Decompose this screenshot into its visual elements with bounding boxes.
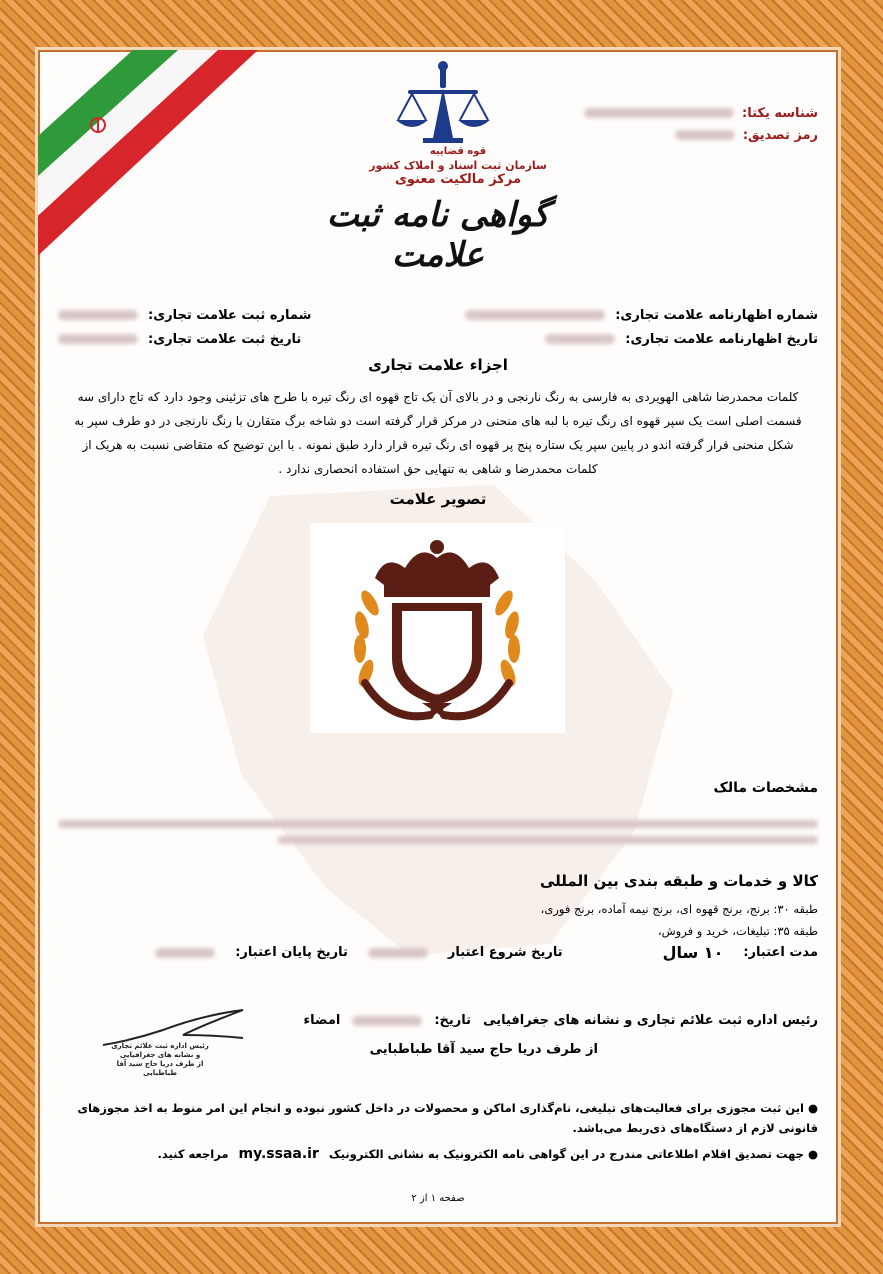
components-title: اجزاء علامت تجاری — [368, 356, 508, 374]
start-date-redacted — [368, 948, 428, 958]
certificate-title: گواهی نامه ثبت علامت — [326, 195, 550, 275]
registration-no-label: شماره ثبت علامت تجاری: — [148, 307, 312, 323]
sign-date-label: تاریخ: — [434, 1013, 472, 1028]
class-30: طبقه ۳۰: برنج، برنج قهوه ای، برنج نیمه آماده، برنج فوری، — [540, 902, 818, 916]
org-line-3: مرکز مالکیت معنوی — [394, 172, 522, 187]
declaration-date-redacted — [545, 334, 615, 344]
note-2-text: جهت تصدیق اقلام اطلاعاتی مندرج در این گواهی نامه الکترونیک به نشانی الکترونیک — [328, 1147, 804, 1161]
image-section-title: تصویر علامت — [389, 490, 487, 508]
validity-value: ۱۰ سال — [662, 943, 724, 962]
org-line-1: قوه قضاییه — [429, 146, 487, 157]
unique-id-value-redacted — [584, 108, 734, 118]
owner-details-redacted — [58, 820, 818, 844]
scales-of-justice-icon — [388, 58, 498, 148]
registration-no-redacted — [58, 310, 138, 320]
note-1 — [48, 1098, 818, 1138]
verify-code-label: رمز تصدیق: — [742, 127, 818, 143]
declaration-date-label: تاریخ اظهارنامه علامت تجاری: — [625, 331, 818, 347]
goods-title: کالا و خدمات و طبقه بندی بین المللی — [539, 872, 818, 890]
head-title: رئیس اداره ثبت علائم تجاری و نشانه های جغرافیایی — [483, 1013, 818, 1028]
goods-classes — [58, 898, 818, 942]
end-date-redacted — [155, 948, 215, 958]
verify-code-value-redacted — [675, 130, 735, 140]
notes — [48, 1098, 818, 1170]
org-line-2: سازمان ثبت اسناد و املاک کشور — [369, 159, 547, 172]
validity-label: مدت اعتبار: — [743, 945, 818, 960]
registration-date-label: تاریخ ثبت علامت تجاری: — [148, 331, 302, 347]
class-35: طبقه ۳۵: تبلیغات، خرید و فروش، — [657, 924, 818, 938]
stamp-line-2: و نشانه های جغرافیایی — [119, 1051, 201, 1059]
stamp-line-1: رئیس اداره ثبت علائم تجاری — [111, 1042, 209, 1050]
components-description: کلمات محمدرضا شاهی الهویردی به فارسی به رنگ نارنجی و در بالای آن یک تاج قهوه ای رنگ تیره با طرح های تزئینی وجود دارد که تاج دارای سه قسمت اصلی است یک سپر قهوه ای رنگ تیره با لبه های منحنی در مرکز قرار گرفته است دو شاخه برگ متقارن با رنگ نارنجی در دو طرف سپر به شکل منحنی قرار گرفته اندو در پایین سپر یک ستاره پنج پر قهوه ای رنگ تیره قرار دارد طبق نمونه . با این توضیح که متقاضی نسبت به هریک از کلمات محمدرضا و شاهی به تنهایی حق استفاده انحصاری ندارد . — [74, 390, 802, 476]
page-number: صفحه ۱ از ۲ — [411, 1193, 465, 1204]
owner-title: مشخصات مالک — [713, 780, 818, 796]
note-2-suffix: مراجعه کنید. — [157, 1147, 229, 1161]
organization-name — [338, 145, 578, 187]
note-1-text: این ثبت مجوزی برای فعالیت‌های تبلیغی، نام‌گذاری اماکن و محصولات در داخل کشور نبوده و انجام این امر منوط به اخذ مجوزهای قانونی لازم از دستگاه‌های ذی‌ربط می‌باشد. — [77, 1101, 818, 1135]
declaration-no-label: شماره اظهارنامه علامت تجاری: — [615, 307, 818, 323]
sign-date-redacted — [352, 1016, 422, 1026]
bullet-icon: ● — [803, 1147, 818, 1161]
declaration-no-redacted — [465, 310, 605, 320]
crown-shield-logo — [310, 523, 565, 733]
validity-row — [58, 943, 818, 962]
certificate-ids — [518, 102, 818, 146]
on-behalf: از طرف دریا حاج سید آقا طباطبایی — [369, 1042, 598, 1057]
registration-date-redacted — [58, 334, 138, 344]
registration-meta — [58, 303, 818, 351]
trademark-image — [310, 523, 565, 733]
end-label: تاریخ پایان اعتبار: — [235, 945, 348, 960]
stamp-text — [100, 1042, 220, 1078]
note-2 — [48, 1144, 818, 1164]
verification-site-link[interactable]: my.ssaa.ir — [238, 1146, 319, 1162]
sign-label: امضاء — [303, 1013, 341, 1028]
start-label: تاریخ شروع اعتبار — [447, 945, 563, 960]
flag-ribbon — [38, 50, 278, 260]
unique-id-label: شناسه یکتا: — [742, 105, 818, 121]
bullet-icon: ● — [803, 1101, 818, 1115]
stamp-line-3: از طرف دریا حاج سید آقا طباطبایی — [116, 1060, 204, 1077]
certificate-paper — [38, 50, 838, 1224]
